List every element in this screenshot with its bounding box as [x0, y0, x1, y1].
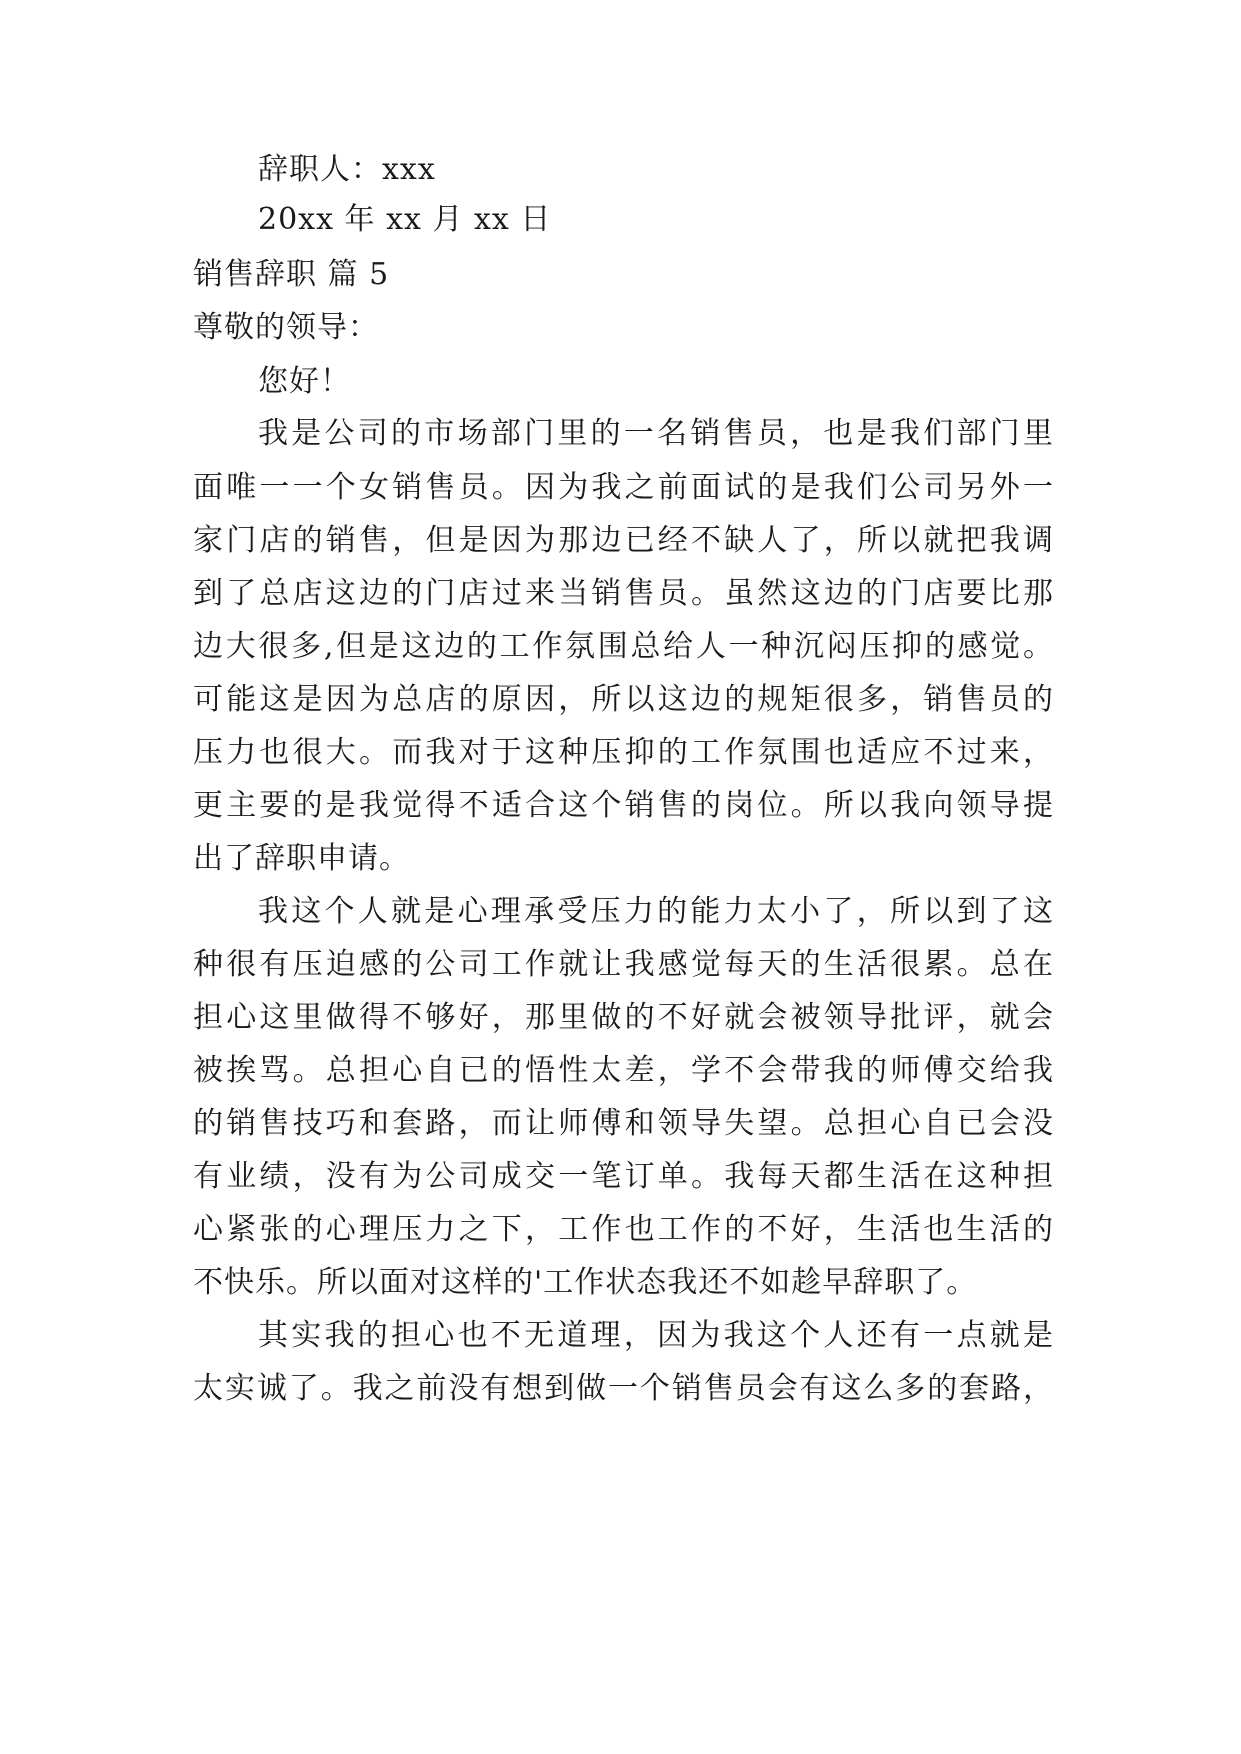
- paragraph-line: 压力也很大。而我对于这种压抑的工作氛围也适应不过来，: [193, 735, 1053, 770]
- salutation: 尊敬的领导：: [193, 310, 379, 345]
- paragraph-line: 有业绩，没有为公司成交一笔订单。我每天都生活在这种担: [193, 1159, 1053, 1194]
- paragraph-line: 我是公司的市场部门里的一名销售员，也是我们部门里: [258, 416, 1053, 451]
- paragraph-line: 我这个人就是心理承受压力的能力太小了，所以到了这: [258, 894, 1053, 929]
- date-line: 20xx 年 xx 月 xx 日: [258, 202, 552, 237]
- paragraph-line: 出了辞职申请。: [193, 841, 410, 876]
- signature-line: 辞职人：xxx: [258, 152, 436, 187]
- paragraph-line: 担心这里做得不够好，那里做的不好就会被领导批评，就会: [193, 1000, 1053, 1035]
- paragraph-line: 家门店的销售，但是因为那边已经不缺人了，所以就把我调: [193, 523, 1053, 558]
- section-title: 销售辞职 篇 5: [193, 257, 390, 292]
- paragraph-line: 不快乐。所以面对这样的'工作状态我还不如趁早辞职了。: [193, 1265, 978, 1300]
- paragraph-line: 的销售技巧和套路，而让师傅和领导失望。总担心自已会没: [193, 1106, 1053, 1141]
- paragraph-line: 边大很多,但是这边的工作氛围总给人一种沉闷压抑的感觉。: [193, 629, 1053, 664]
- paragraph-line: 面唯一一个女销售员。因为我之前面试的是我们公司另外一: [193, 470, 1053, 505]
- paragraph-line: 被挨骂。总担心自已的悟性太差，学不会带我的师傅交给我: [193, 1053, 1053, 1088]
- paragraph-line: 心紧张的心理压力之下，工作也工作的不好，生活也生活的: [193, 1212, 1053, 1247]
- paragraph-line: 太实诚了。我之前没有想到做一个销售员会有这么多的套路，: [193, 1371, 1053, 1406]
- greeting: 您好！: [258, 364, 351, 399]
- paragraph-line: 其实我的担心也不无道理，因为我这个人还有一点就是: [258, 1318, 1053, 1353]
- paragraph-line: 种很有压迫感的公司工作就让我感觉每天的生活很累。总在: [193, 947, 1053, 982]
- paragraph-line: 到了总店这边的门店过来当销售员。虽然这边的门店要比那: [193, 576, 1053, 611]
- paragraph-line: 更主要的是我觉得不适合这个销售的岗位。所以我向领导提: [193, 788, 1053, 823]
- paragraph-line: 可能这是因为总店的原因，所以这边的规矩很多，销售员的: [193, 682, 1053, 717]
